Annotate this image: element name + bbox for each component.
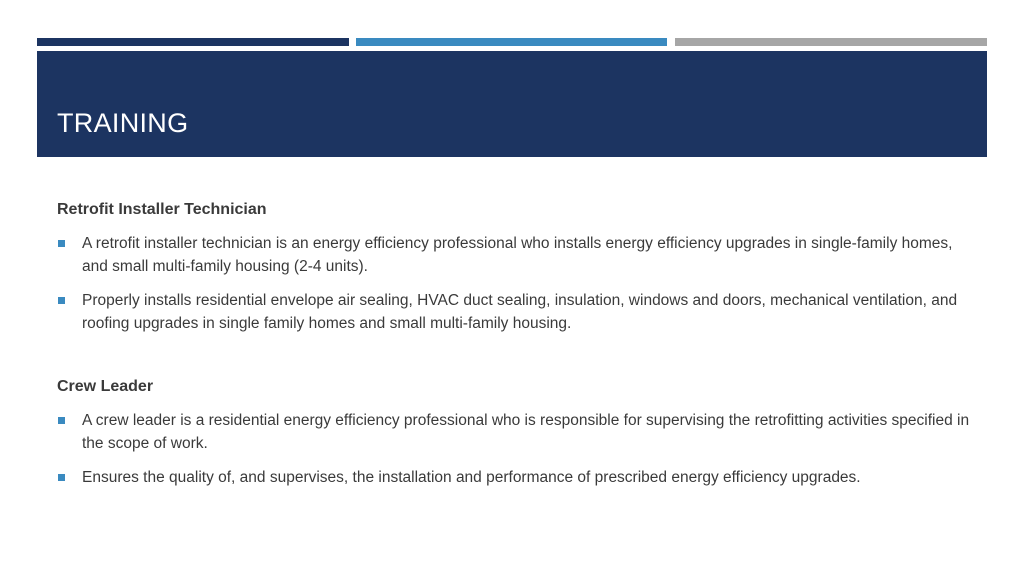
accent-bar-navy [37,38,349,46]
section-spacer [57,346,977,375]
list-item [57,466,977,489]
title-band [37,51,987,157]
section-retrofit-installer [57,198,977,335]
bullet-text: A crew leader is a residential energy efficiency professional who is responsible for supervising the retrofitting activities specified in the scope of work. [82,412,970,452]
bullet-list [57,409,977,489]
square-bullet-icon [58,417,65,424]
square-bullet-icon [58,297,65,304]
accent-bar-gray [675,38,987,46]
list-item [57,232,977,278]
bullet-list [57,232,977,335]
list-item [57,409,977,455]
slide-content [57,198,977,500]
bullet-text: Ensures the quality of, and supervises, the installation and performance of prescribed energy efficiency upgrades. [82,469,861,486]
list-item [57,289,977,335]
bullet-text: Properly installs residential envelope air sealing, HVAC duct sealing, insulation, windows and doors, mechanical ventilation, and roofing upgrades in single family homes and small multi-family housing. [82,292,958,332]
square-bullet-icon [58,240,65,247]
section-heading: Retrofit Installer Technician [57,201,267,218]
section-crew-leader [57,375,977,489]
bullet-text: A retrofit installer technician is an energy efficiency professional who installs energy efficiency upgrades in single-family homes, and small multi-family housing (2-4 units). [82,235,953,275]
section-heading: Crew Leader [57,378,154,395]
accent-bar-blue [356,38,667,46]
slide-title: TRAINING [57,108,189,138]
square-bullet-icon [58,474,65,481]
